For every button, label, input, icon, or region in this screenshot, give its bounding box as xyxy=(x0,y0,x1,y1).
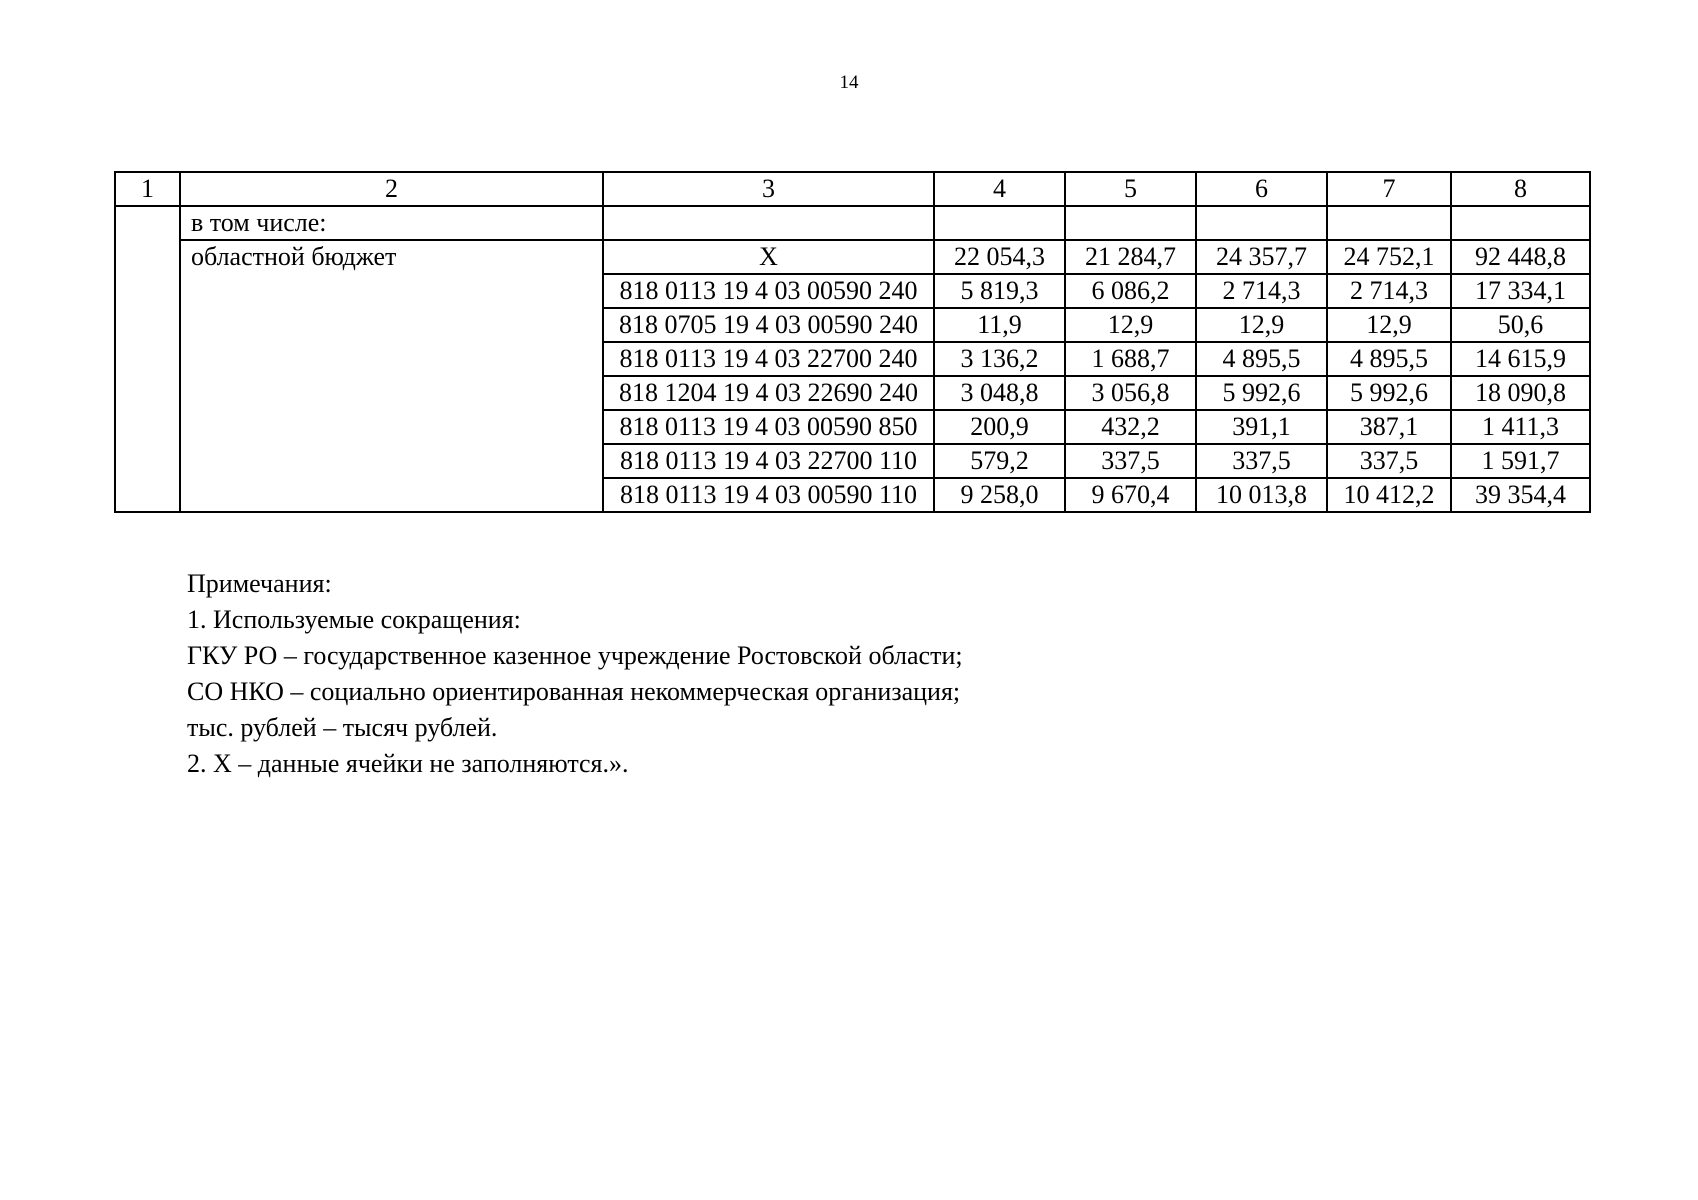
value-cell: 24 357,7 xyxy=(1196,240,1327,274)
total-cell: 92 448,8 xyxy=(1451,240,1590,274)
code-cell: 818 0705 19 4 03 00590 240 xyxy=(603,308,934,342)
value-cell: 5 819,3 xyxy=(934,274,1065,308)
page-number: 14 xyxy=(839,72,859,93)
note-line: СО НКО – социально ориентированная некоммерческая организация; xyxy=(187,677,961,706)
value-cell: 3 136,2 xyxy=(934,342,1065,376)
value-cell: 22 054,3 xyxy=(934,240,1065,274)
value-cell: 9 258,0 xyxy=(934,478,1065,512)
table-cell xyxy=(934,206,1065,240)
code-cell: 818 0113 19 4 03 00590 240 xyxy=(603,274,934,308)
total-cell: 17 334,1 xyxy=(1451,274,1590,308)
table-row xyxy=(115,240,1590,274)
code-cell: 818 0113 19 4 03 22700 240 xyxy=(603,342,934,376)
value-cell: 24 752,1 xyxy=(1327,240,1451,274)
note-line: 1. Используемые сокращения: xyxy=(187,605,521,634)
value-cell: 337,5 xyxy=(1196,444,1327,478)
value-cell: 1 688,7 xyxy=(1065,342,1196,376)
value-cell: 337,5 xyxy=(1327,444,1451,478)
value-cell: 3 056,8 xyxy=(1065,376,1196,410)
value-cell: 12,9 xyxy=(1327,308,1451,342)
header-cell: 8 xyxy=(1451,172,1590,206)
total-cell: 50,6 xyxy=(1451,308,1590,342)
value-cell: 337,5 xyxy=(1065,444,1196,478)
code-cell: 818 0113 19 4 03 00590 110 xyxy=(603,478,934,512)
code-cell: 818 0113 19 4 03 00590 850 xyxy=(603,410,934,444)
code-cell: 818 0113 19 4 03 22700 110 xyxy=(603,444,934,478)
total-cell: 39 354,4 xyxy=(1451,478,1590,512)
value-cell: 4 895,5 xyxy=(1327,342,1451,376)
budget-table xyxy=(114,171,1591,513)
value-cell: 391,1 xyxy=(1196,410,1327,444)
value-cell: 200,9 xyxy=(934,410,1065,444)
value-cell: 11,9 xyxy=(934,308,1065,342)
value-cell: 5 992,6 xyxy=(1327,376,1451,410)
row-number-cell xyxy=(115,206,180,512)
table-row xyxy=(115,206,1590,240)
code-cell: 818 1204 19 4 03 22690 240 xyxy=(603,376,934,410)
value-cell: 21 284,7 xyxy=(1065,240,1196,274)
table-cell xyxy=(1451,206,1590,240)
total-cell: 18 090,8 xyxy=(1451,376,1590,410)
table-cell xyxy=(1065,206,1196,240)
value-cell: 4 895,5 xyxy=(1196,342,1327,376)
table-cell xyxy=(603,206,934,240)
value-cell: 10 013,8 xyxy=(1196,478,1327,512)
header-cell: 7 xyxy=(1327,172,1451,206)
header-cell: 2 xyxy=(180,172,603,206)
value-cell: 10 412,2 xyxy=(1327,478,1451,512)
notes-section xyxy=(187,566,963,782)
notes-title: Примечания: xyxy=(187,569,332,598)
note-line: 2. Х – данные ячейки не заполняются.». xyxy=(187,749,629,778)
group-label-cell: областной бюджет xyxy=(180,240,603,512)
total-cell: 1 411,3 xyxy=(1451,410,1590,444)
code-cell: Х xyxy=(603,240,934,274)
value-cell: 9 670,4 xyxy=(1065,478,1196,512)
total-cell: 14 615,9 xyxy=(1451,342,1590,376)
value-cell: 12,9 xyxy=(1065,308,1196,342)
value-cell: 2 714,3 xyxy=(1196,274,1327,308)
header-cell: 5 xyxy=(1065,172,1196,206)
value-cell: 3 048,8 xyxy=(934,376,1065,410)
value-cell: 432,2 xyxy=(1065,410,1196,444)
value-cell: 12,9 xyxy=(1196,308,1327,342)
header-cell: 1 xyxy=(115,172,180,206)
header-cell: 4 xyxy=(934,172,1065,206)
total-cell: 1 591,7 xyxy=(1451,444,1590,478)
table-header-row xyxy=(115,172,1590,206)
value-cell: 5 992,6 xyxy=(1196,376,1327,410)
subtitle-cell: в том числе: xyxy=(180,206,603,240)
header-cell: 3 xyxy=(603,172,934,206)
note-line: тыс. рублей – тысяч рублей. xyxy=(187,713,498,742)
table-cell xyxy=(1327,206,1451,240)
header-cell: 6 xyxy=(1196,172,1327,206)
note-line: ГКУ РО – государственное казенное учреждение Ростовской области; xyxy=(187,641,963,670)
value-cell: 579,2 xyxy=(934,444,1065,478)
value-cell: 6 086,2 xyxy=(1065,274,1196,308)
value-cell: 2 714,3 xyxy=(1327,274,1451,308)
value-cell: 387,1 xyxy=(1327,410,1451,444)
table-cell xyxy=(1196,206,1327,240)
